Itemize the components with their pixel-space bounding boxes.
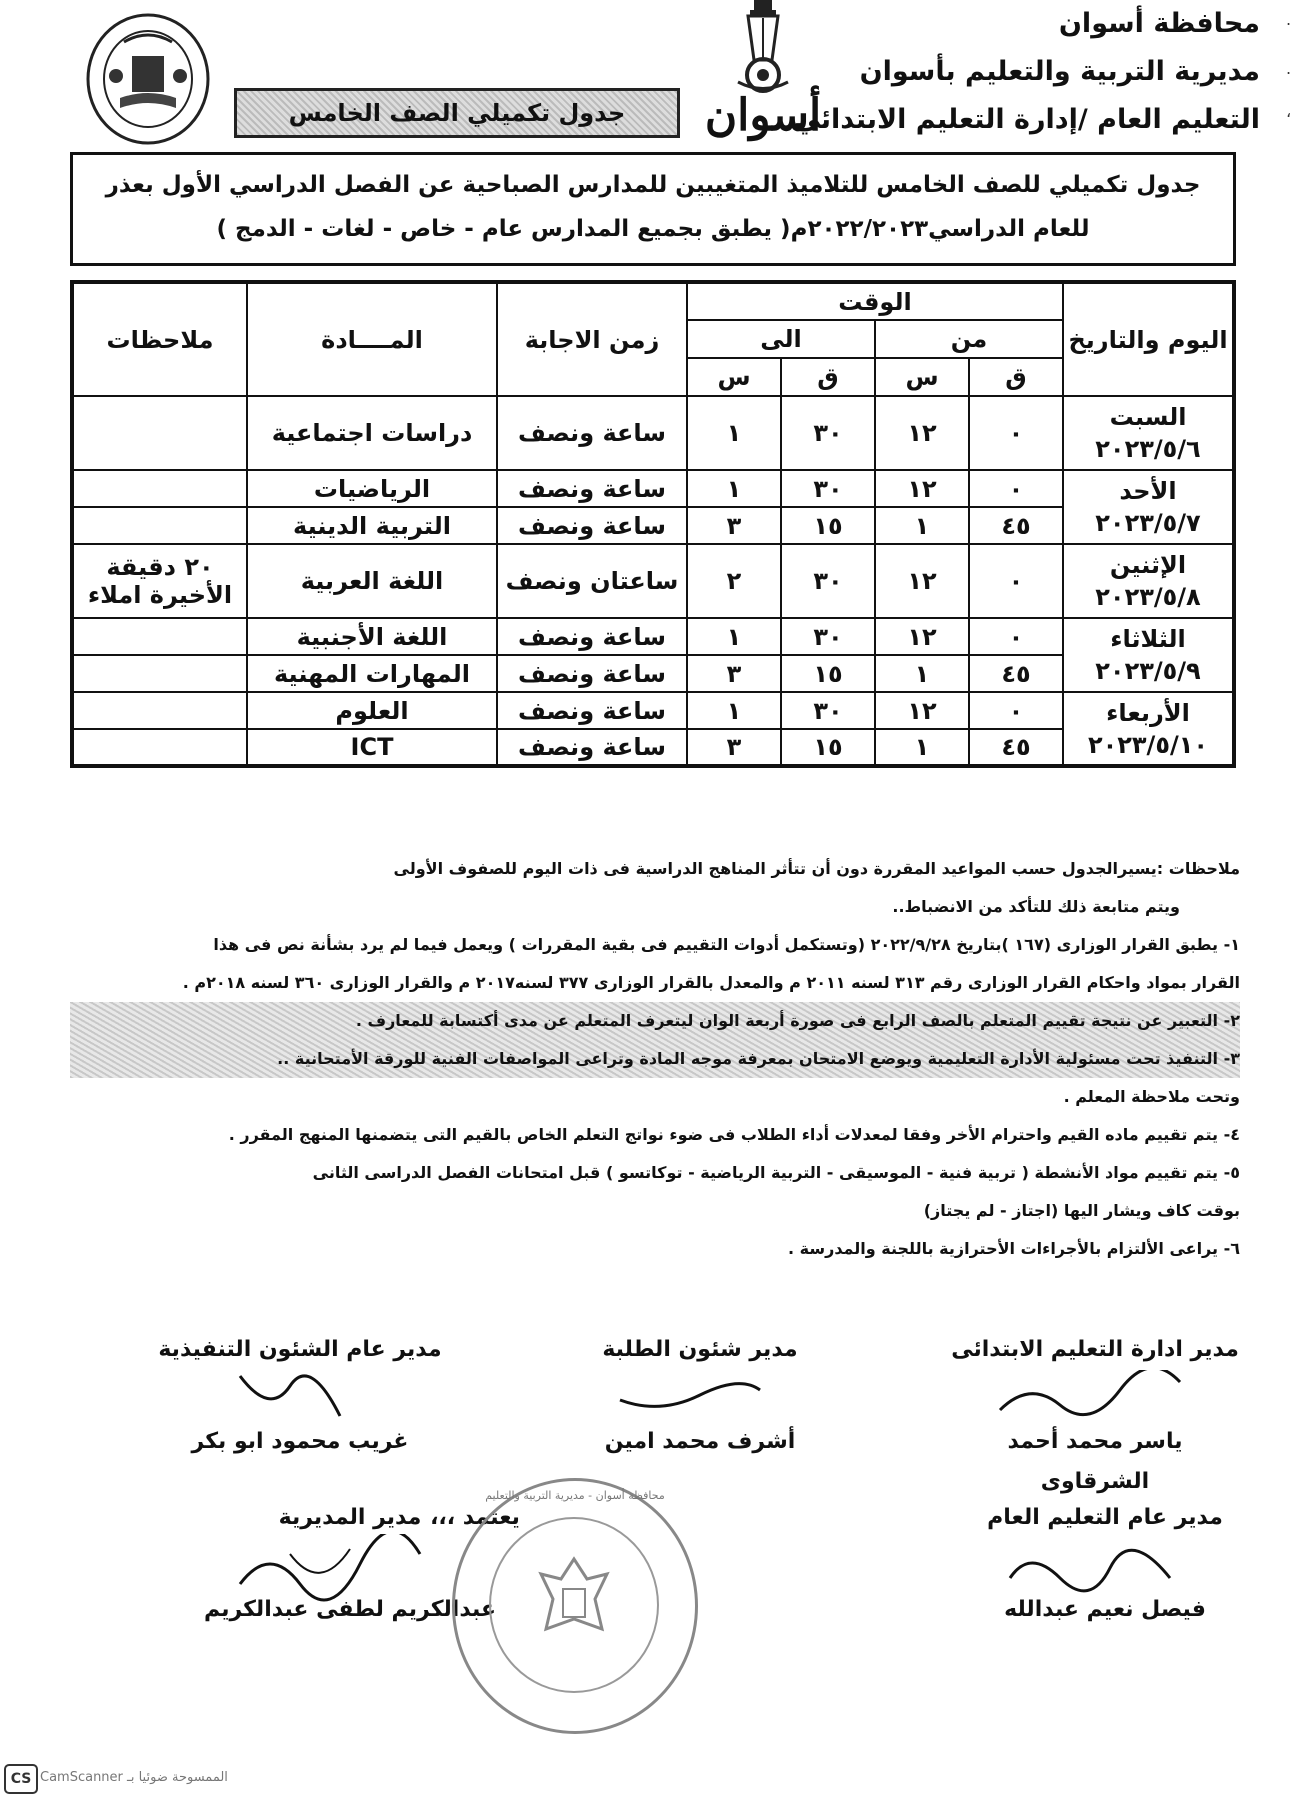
header-to-hour: س — [687, 358, 781, 396]
from-hour: ١ — [875, 507, 969, 544]
day-date: ٢٠٢٣/٥/٧ — [1095, 509, 1201, 537]
to-minute: ٣٠ — [781, 618, 875, 655]
note-intro-cont: ويتم متابعة ذلك للتأكد من الانضباط.. — [892, 897, 1180, 916]
note — [72, 470, 247, 507]
schedule-body — [72, 396, 1234, 766]
from-minute: ٠ — [969, 470, 1063, 507]
header-organization — [794, 0, 1260, 144]
day-date: ٢٠٢٣/٥/١٠ — [1087, 730, 1209, 759]
note: ٢٠ دقيقة الأخيرة املاء — [72, 544, 247, 618]
duration: ساعة ونصف — [497, 396, 687, 470]
to-hour: ٣ — [687, 729, 781, 766]
duration: ساعة ونصف — [497, 470, 687, 507]
signer-name: فيصل نعيم عبدالله — [1004, 1597, 1206, 1622]
to-minute: ٣٠ — [781, 692, 875, 729]
to-hour: ٣ — [687, 655, 781, 692]
department: التعليم العام /إدارة التعليم الابتدائي — [793, 104, 1260, 135]
to-minute: ١٥ — [781, 507, 875, 544]
signer-role: مدير المديرية — [278, 1505, 422, 1530]
note-item-3: ٣- التنفيذ تحت مسئولية الأدارة التعليمية ويوضع الامتحان بمعرفة موجه المادة وتراعى المواصفات الفنية للورقة الأمتحانية .. — [277, 1049, 1240, 1068]
note — [72, 655, 247, 692]
eagle-emblem-icon — [491, 1519, 657, 1691]
schedule-badge: جدول تكميلي الصف الخامس — [234, 88, 680, 138]
note — [72, 729, 247, 766]
document-title — [70, 152, 1236, 266]
note-item-2: ٢- التعبير عن نتيجة تقييم المتعلم بالصف الرابع فى صورة أربعة الوان ليتعرف المتعلم عن مدى أكتسابة للمعارف . — [355, 1011, 1240, 1030]
note-item-1: ١- يطبق القرار الوزارى (١٦٧ )بتاريخ ٢٠٢٢/٩/٢٨ (وتستكمل أدوات التقييم فى بقية المقررات ) ويعمل فيما لم يرد بشأنة نص فى هذا — [213, 935, 1240, 954]
governorate: محافظة أسوان — [1058, 8, 1260, 39]
stamp-inner-ring — [489, 1517, 659, 1693]
duration: ساعتان ونصف — [497, 544, 687, 618]
shaded-notes — [70, 1002, 1240, 1078]
official-stamp — [452, 1478, 698, 1734]
handwritten-signature-icon — [610, 1370, 770, 1420]
scanner-watermark: الممسوحة ضوئيا بـ CamScanner — [40, 1770, 228, 1785]
duration: ساعة ونصف — [497, 507, 687, 544]
from-minute: ٤٥ — [969, 507, 1063, 544]
subject: اللغة الأجنبية — [247, 618, 497, 655]
from-hour: ١٢ — [875, 396, 969, 470]
note-item-3-cont: وتحت ملاحظة المعلم . — [1063, 1087, 1240, 1106]
signer-role: مدير شئون الطلبة — [602, 1337, 798, 1362]
day-name: السبت — [1109, 403, 1187, 431]
from-minute: ٤٥ — [969, 655, 1063, 692]
handwritten-signature-icon — [1000, 1538, 1180, 1598]
handwritten-signature-icon — [230, 1366, 350, 1426]
day-date: ٢٠٢٣/٥/٦ — [1095, 435, 1201, 463]
title-line-1: جدول تكميلي للصف الخامس للتلاميذ المتغيبين للمدارس الصباحية عن الفصل الدراسي الأول بعذر — [105, 172, 1201, 198]
subject: الرياضيات — [247, 470, 497, 507]
note-item-4: ٤- يتم تقييم ماده القيم واحترام الأخر وفقا لمعدلات أداء الطلاب فى ضوء نواتج التعلم الخاص بالقيم التى يتضمنها المنهج المقرر . — [228, 1125, 1240, 1144]
signer-name: ياسر محمد أحمد الشرقاوى — [1007, 1429, 1183, 1494]
signature-student-affairs — [570, 1330, 830, 1462]
signature-general-education — [970, 1498, 1240, 1630]
duration: ساعة ونصف — [497, 655, 687, 692]
note-intro: ملاحظات :يسيرالجدول حسب المواعيد المقررة دون أن تتأثر المناهج الدراسية فى ذات اليوم للصفوف الأولى — [393, 859, 1240, 878]
signer-name: غريب محمود ابو بكر — [191, 1429, 409, 1454]
note — [72, 507, 247, 544]
day-cell — [1063, 396, 1234, 470]
aswan-logo — [688, 0, 838, 140]
note-item-5-cont: بوقت كاف ويشار اليها (اجتاز - لم يجتاز) — [923, 1201, 1240, 1220]
table-row — [72, 618, 1234, 655]
table-row — [72, 692, 1234, 729]
note-item-1-cont: القرار بمواد واحكام القرار الوزارى رقم ٣١٣ لسنه ٢٠١١ م والمعدل بالقرار الوزارى ٣٧٧ لسنه٢٠١٧ م والقرار الوزارى ٣٦٠ لسنه ٢٠١٨م . — [182, 973, 1240, 992]
approve-text: يعتمد ،،، — [430, 1505, 520, 1530]
note-item-6: ٦- يراعى الألتزام بالأجراءات الأحترازية باللجنة والمدرسة . — [788, 1239, 1240, 1258]
day-name: الأربعاء — [1106, 698, 1190, 727]
day-cell — [1063, 470, 1234, 544]
to-hour: ١ — [687, 692, 781, 729]
document — [70, 0, 1270, 1742]
from-minute: ٠ — [969, 396, 1063, 470]
table-row — [72, 507, 1234, 544]
scanner-footer — [0, 1758, 1312, 1800]
header-to-minute: ق — [781, 358, 875, 396]
day-cell — [1063, 544, 1234, 618]
signer-name: أشرف محمد امين — [604, 1429, 796, 1454]
duration: ساعة ونصف — [497, 618, 687, 655]
from-hour: ١ — [875, 655, 969, 692]
header-to: الى — [687, 320, 875, 358]
duration: ساعة ونصف — [497, 729, 687, 766]
to-hour: ٣ — [687, 507, 781, 544]
header-duration: زمن الاجابة — [497, 282, 687, 396]
from-minute: ٠ — [969, 544, 1063, 618]
signature-primary-director — [950, 1330, 1240, 1502]
to-hour: ١ — [687, 470, 781, 507]
exam-schedule-table — [70, 280, 1236, 768]
from-minute: ٤٥ — [969, 729, 1063, 766]
note — [72, 692, 247, 729]
to-hour: ١ — [687, 618, 781, 655]
header-subject: المــــادة — [247, 282, 497, 396]
header-from: من — [875, 320, 1063, 358]
directorate: مديرية التربية والتعليم بأسوان — [859, 56, 1260, 87]
header-day-date: اليوم والتاريخ — [1063, 282, 1234, 396]
signer-name: عبدالكريم لطفى عبدالكريم — [203, 1597, 497, 1622]
from-hour: ١ — [875, 729, 969, 766]
signer-role: مدير عام الشئون التنفيذية — [158, 1337, 442, 1362]
subject: ICT — [247, 729, 497, 766]
day-cell — [1063, 692, 1234, 766]
to-hour: ١ — [687, 396, 781, 470]
day-cell — [1063, 618, 1234, 692]
duration: ساعة ونصف — [497, 692, 687, 729]
to-minute: ٣٠ — [781, 396, 875, 470]
to-minute: ٣٠ — [781, 470, 875, 507]
subject: العلوم — [247, 692, 497, 729]
header-notes: ملاحظات — [72, 282, 247, 396]
signer-role: مدير عام التعليم العام — [987, 1505, 1223, 1530]
from-minute: ٠ — [969, 692, 1063, 729]
signature-exec-affairs — [150, 1330, 450, 1462]
subject: التربية الدينية — [247, 507, 497, 544]
handwritten-signature-icon — [990, 1370, 1190, 1420]
education-emblem-icon — [86, 12, 210, 146]
from-hour: ١٢ — [875, 692, 969, 729]
table-row — [72, 396, 1234, 470]
signer-role: مدير ادارة التعليم الابتدائى — [951, 1337, 1239, 1362]
stamp-text: محافظة أسوان - مديرية التربية والتعليم — [485, 1489, 665, 1502]
title-line-2: للعام الدراسي٢٠٢٢/٢٠٢٣م( يطبق بجميع المدارس عام - خاص - لغات - الدمج ) — [216, 216, 1090, 242]
day-name: الثلاثاء — [1110, 625, 1186, 653]
note-item-5: ٥- يتم تقييم مواد الأنشطة ( تربية فنية - الموسيقى - التربية الرياضية - توكاتسو ) قبل امتحانات الفصل الدراسى الثانى — [312, 1163, 1240, 1182]
from-hour: ١٢ — [875, 470, 969, 507]
to-minute: ٣٠ — [781, 544, 875, 618]
subject: دراسات اجتماعية — [247, 396, 497, 470]
scan-edge-marks: . . ، — [1286, 10, 1292, 121]
camscanner-icon: CS — [4, 1764, 38, 1794]
table-row — [72, 729, 1234, 766]
subject: المهارات المهنية — [247, 655, 497, 692]
primary-education-logo — [86, 12, 210, 146]
notes-section — [70, 850, 1240, 1268]
header-from-minute: ق — [969, 358, 1063, 396]
from-hour: ١٢ — [875, 544, 969, 618]
city-logo-text: أسوان — [704, 90, 822, 141]
to-minute: ١٥ — [781, 729, 875, 766]
header-time: الوقت — [687, 282, 1063, 320]
subject: اللغة العربية — [247, 544, 497, 618]
header-from-hour: س — [875, 358, 969, 396]
table-row — [72, 544, 1234, 618]
table-row — [72, 655, 1234, 692]
to-hour: ٢ — [687, 544, 781, 618]
from-minute: ٠ — [969, 618, 1063, 655]
day-date: ٢٠٢٣/٥/٨ — [1095, 583, 1201, 611]
note — [72, 618, 247, 655]
day-name: الإثنين — [1109, 551, 1187, 579]
table-row — [72, 470, 1234, 507]
day-date: ٢٠٢٣/٥/٩ — [1095, 657, 1201, 685]
handwritten-signature-icon — [230, 1534, 430, 1604]
note — [72, 396, 247, 470]
from-hour: ١٢ — [875, 618, 969, 655]
aswan-emblem-icon — [688, 0, 838, 95]
to-minute: ١٥ — [781, 655, 875, 692]
day-name: الأحد — [1119, 477, 1177, 505]
